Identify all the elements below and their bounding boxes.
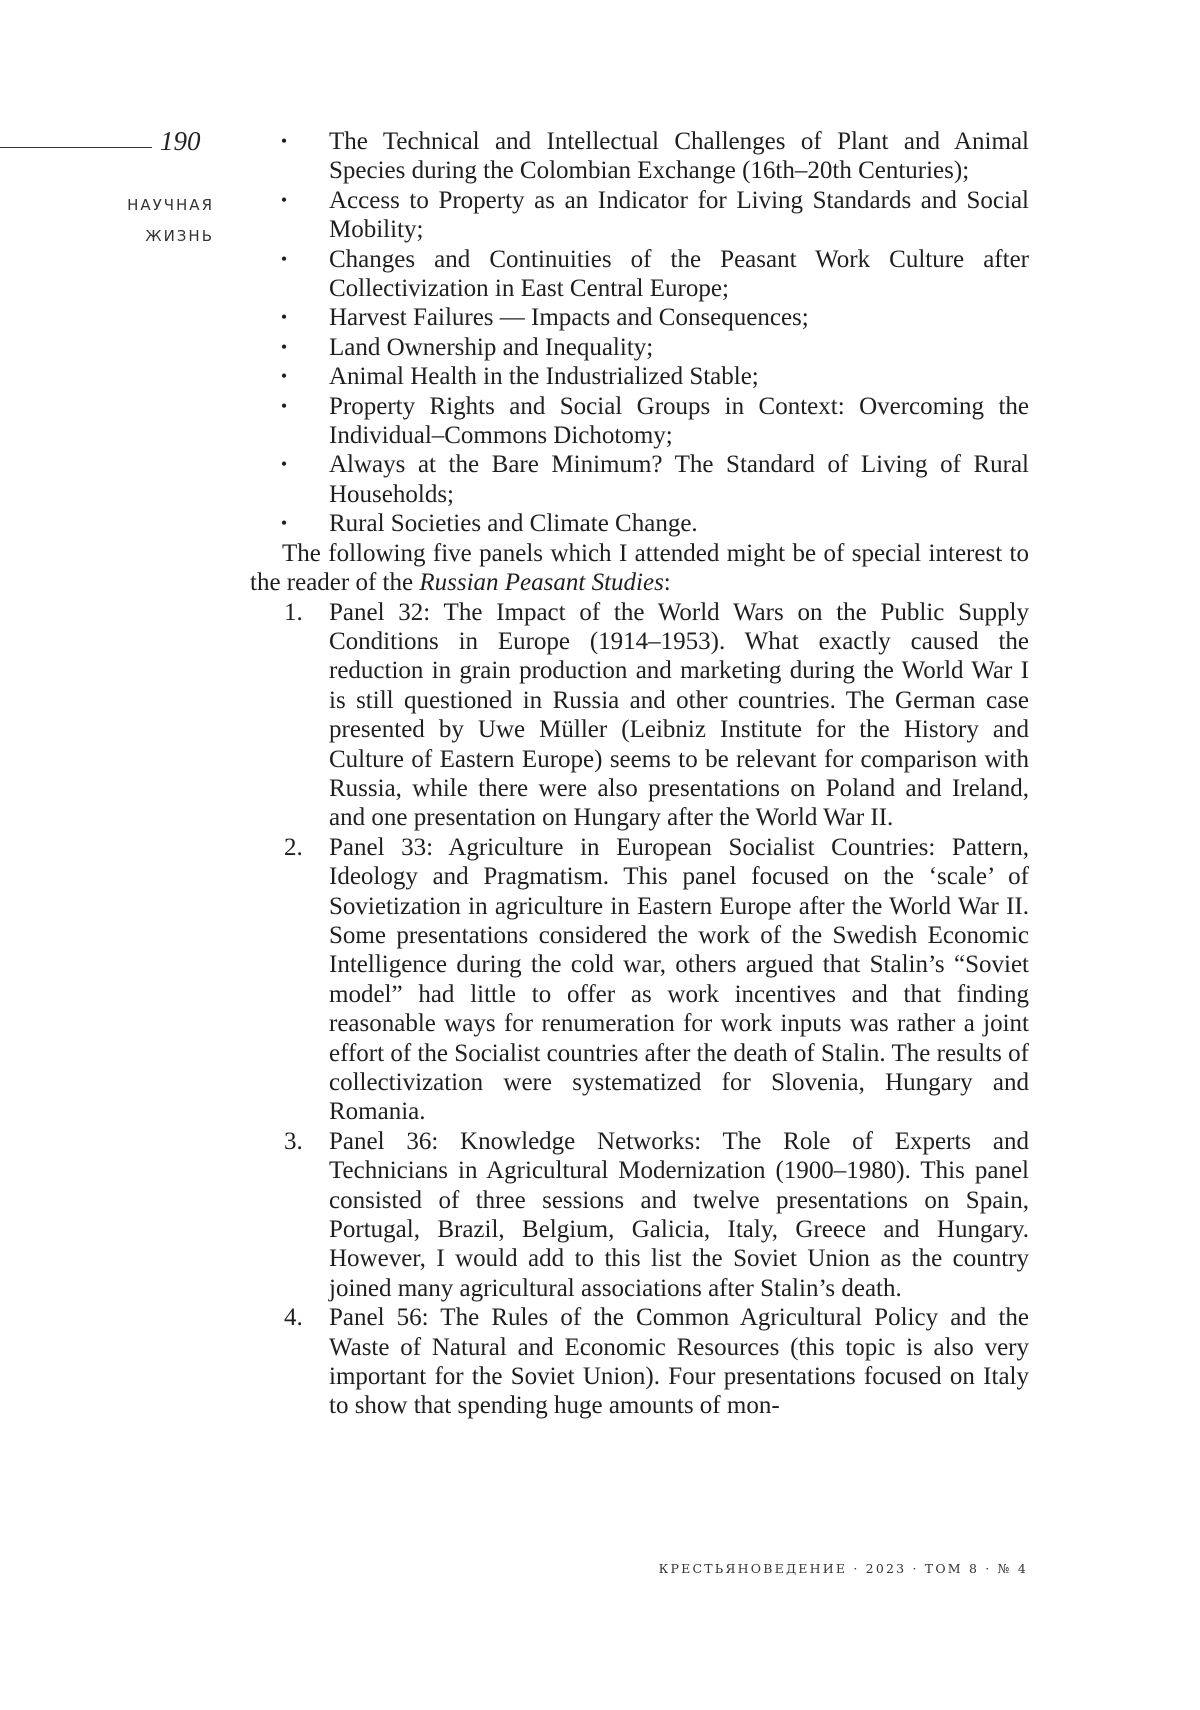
bullet-marker: • (280, 189, 288, 210)
item-number: 2. (284, 833, 303, 861)
list-item: • Harvest Failures — Impacts and Consequences; (250, 303, 1029, 332)
list-item: 1. Panel 32: The Impact of the World Wars on the Public Supply Conditions in Europe (1914–1953). What exactly caused the reduction in grain production and marketing during the World War I is still questioned in Russia and other countries. The German case presented by Uwe Müller (Leibniz Institute for the History and Culture of Eastern Europe) seems to be relevant for comparison with Russia, while there were also presentations on Poland and Ireland, and one presentation on Hungary after the World War II. (284, 598, 1029, 832)
list-item: • Changes and Continuities of the Peasant Work Culture after Collectivization in East Central Europe; (250, 245, 1029, 304)
journal-title: Russian Peasant Studies (419, 569, 664, 597)
item-number: 1. (284, 598, 303, 626)
list-item: • Property Rights and Social Groups in Context: Overcoming the Individual–Commons Dichotomy; (250, 392, 1029, 451)
bullet-marker: • (280, 307, 288, 328)
item-number: 4. (284, 1304, 303, 1332)
list-item: • Access to Property as an Indicator for Living Standards and Social Mobility; (250, 186, 1029, 245)
article-body (250, 127, 1029, 1421)
page-number: 190 (160, 126, 201, 156)
intro-paragraph: The following five panels which I attended might be of special interest to the reader of the Russian Peasant Studies: (250, 539, 1029, 597)
item-number: 3. (284, 1127, 303, 1155)
bullet-marker: • (280, 131, 288, 151)
bullet-marker: • (280, 454, 288, 475)
bullet-marker: • (280, 513, 288, 534)
bullet-marker: • (280, 366, 288, 387)
list-item: 4. Panel 56: The Rules of the Common Agricultural Policy and the Waste of Natural and Economic Resources (this topic is also very important for the Soviet Union). Four presentations focused on Italy to show that spending huge amounts of mon- (284, 1304, 1029, 1420)
header-rule (0, 147, 152, 148)
bullet-marker: • (280, 248, 288, 269)
bullet-marker: • (280, 395, 288, 416)
list-item: • Rural Societies and Climate Change. (250, 509, 1029, 538)
list-item: • The Technical and Intellectual Challenges of Plant and Animal Species during the Colombian Exchange (16th–20th Centuries); (250, 127, 1029, 186)
section-label-line: ЖИЗНЬ (145, 227, 214, 245)
list-item: • Always at the Bare Minimum? The Standard of Living of Rural Households; (250, 450, 1029, 509)
list-item: • Animal Health in the Industrialized Stable; (250, 362, 1029, 391)
list-item: 2. Panel 33: Agriculture in European Socialist Countries: Pattern, Ideology and Pragmatism. This panel focused on the ‘scale’ of Sovietization in agriculture in Eastern Europe after the World War II. Some presentations considered the work of the Swedish Economic Intelligence during the cold war, others argued that Stalin’s “Soviet model” had little to offer as work incentives and that finding reasonable ways for renumeration for work inputs was rather a joint effort of the Socialist countries after the death of Stalin. The results of collectivization were systematized for Slovenia, Hungary and Romania. (284, 833, 1029, 1126)
list-item: 3. Panel 36: Knowledge Networks: The Role of Experts and Technicians in Agricultural Modernization (1900–1980). This panel consisted of three sessions and twelve presentations on Spain, Portugal, Brazil, Belgium, Galicia, Italy, Greece and Hungary. However, I would add to this list the Soviet Union as the country joined many agricultural associations after Stalin’s death. (284, 1127, 1029, 1302)
section-label-line: НАУЧНАЯ (127, 196, 214, 214)
topic-list (250, 127, 1029, 539)
panel-list (250, 598, 1029, 1421)
section-label (127, 190, 214, 252)
list-item: • Land Ownership and Inequality; (250, 333, 1029, 362)
bullet-marker: • (280, 336, 288, 357)
running-footer: КРЕСТЬЯНОВЕДЕНИЕ · 2023 · ТОМ 8 · № 4 (658, 1561, 1028, 1576)
